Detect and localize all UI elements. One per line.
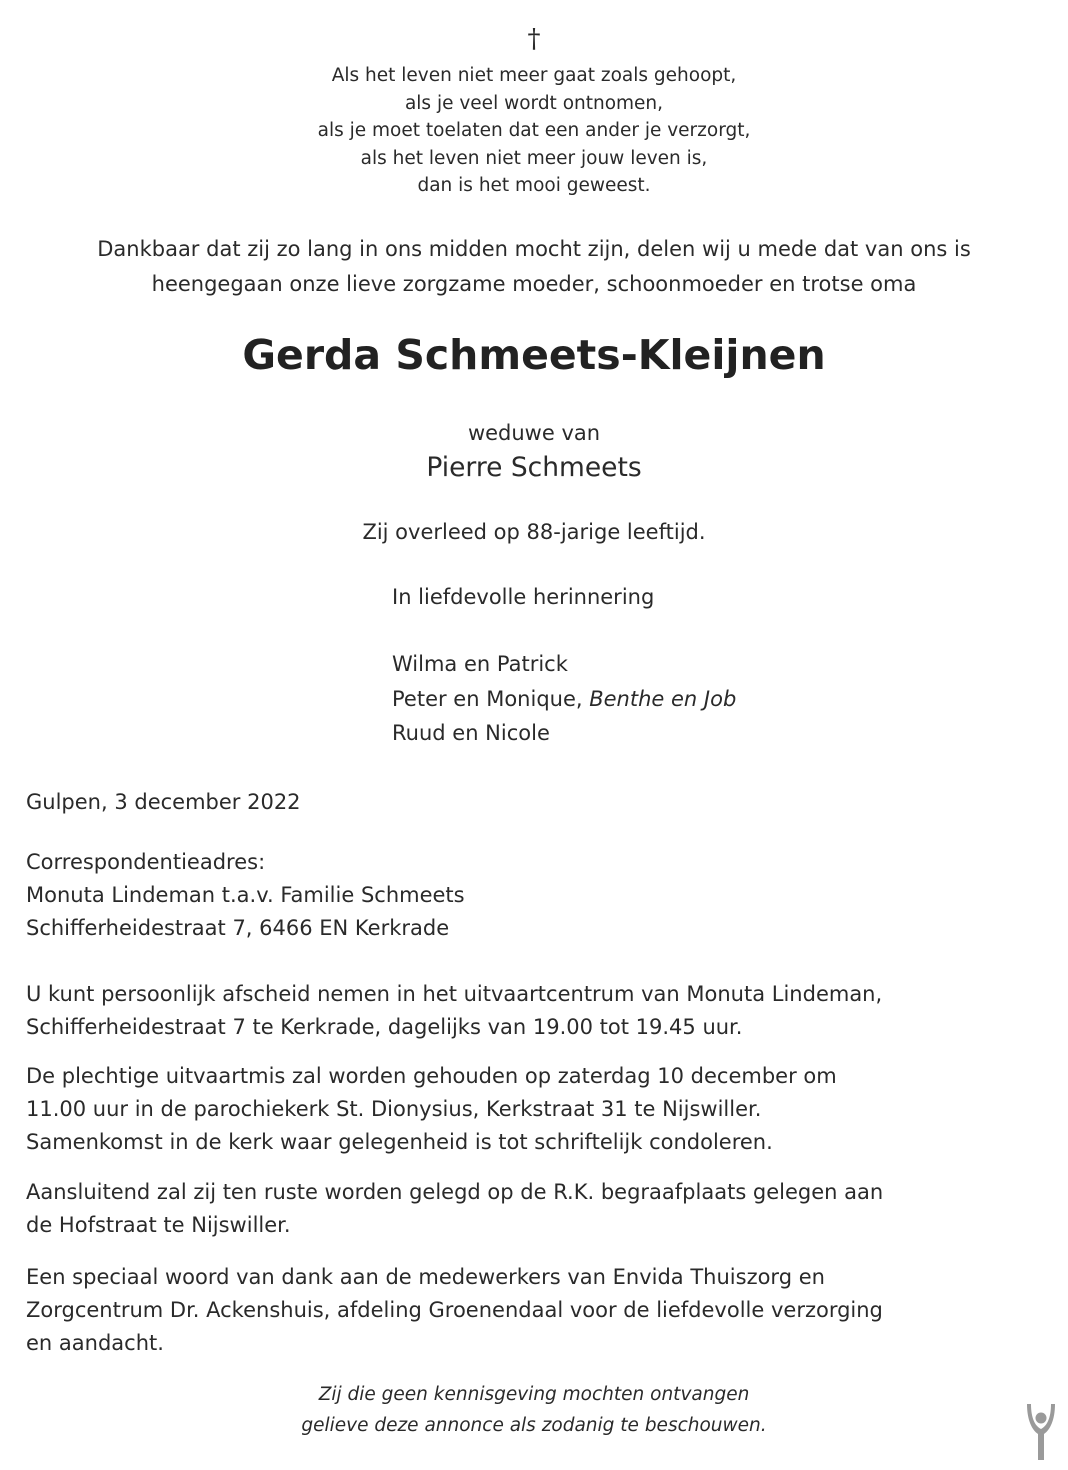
- paragraph-line: Een speciaal woord van dank aan de medewerkers van Envida Thuiszorg en: [26, 1265, 825, 1289]
- mass-paragraph: [26, 1060, 1036, 1159]
- family-line: Ruud en Nicole: [392, 721, 550, 745]
- paragraph-line: U kunt persoonlijk afscheid nemen in het uitvaartcentrum van Monuta Lindeman,: [26, 982, 883, 1006]
- paragraph-line: De plechtige uitvaartmis zal worden gehouden op zaterdag 10 december om: [26, 1064, 837, 1088]
- intro-line: heengegaan onze lieve zorgzame moeder, schoonmoeder en trotse oma: [151, 272, 917, 296]
- visit-paragraph: [26, 978, 1036, 1044]
- closing-line: Zij die geen kennisgeving mochten ontvangen: [318, 1384, 750, 1405]
- figure-logo-icon: [1022, 1402, 1060, 1462]
- poem: [0, 62, 1068, 200]
- age-line: Zij overleed op 88-jarige leeftijd.: [362, 520, 706, 544]
- spouse-name: Pierre Schmeets: [426, 452, 642, 483]
- widow-label: weduwe van: [467, 421, 601, 445]
- place-date: Gulpen, 3 december 2022: [26, 790, 301, 814]
- paragraph-line: de Hofstraat te Nijswiller.: [26, 1213, 291, 1237]
- address-line: Schifferheidestraat 7, 6466 EN Kerkrade: [26, 916, 450, 940]
- cross-symbol: †: [527, 24, 541, 54]
- paragraph-line: en aandacht.: [26, 1331, 164, 1355]
- family-line-main: Peter en Monique,: [392, 686, 590, 711]
- poem-line: als het leven niet meer jouw leven is,: [360, 147, 708, 169]
- thanks-paragraph: [26, 1261, 1036, 1360]
- poem-line: als je moet toelaten dat een ander je verzorgt,: [317, 120, 751, 141]
- poem-line: dan is het mooi geweest.: [417, 175, 651, 196]
- paragraph-line: Schifferheidestraat 7 te Kerkrade, dagelijks van 19.00 tot 19.45 uur.: [26, 1015, 743, 1039]
- closing-line: gelieve deze annonce als zodanig te beschouwen.: [301, 1415, 767, 1436]
- poem-line: als je veel wordt ontnomen,: [404, 92, 664, 114]
- family-line: Wilma en Patrick: [392, 652, 568, 676]
- family-line: [392, 682, 736, 717]
- poem-line: Als het leven niet meer gaat zoals gehoopt,: [331, 65, 737, 86]
- family-list: [392, 647, 736, 751]
- paragraph-line: Zorgcentrum Dr. Ackenshuis, afdeling Groenendaal voor de liefdevolle verzorging: [26, 1298, 883, 1322]
- paragraph-line: Aansluitend zal zij ten ruste worden gelegd op de R.K. begraafplaats gelegen aan: [26, 1180, 884, 1204]
- paragraph-line: 11.00 uur in de parochiekerk St. Dionysius, Kerkstraat 31 te Nijswiller.: [26, 1097, 762, 1121]
- memory-line: In liefdevolle herinnering: [392, 585, 655, 609]
- deceased-name: Gerda Schmeets-Kleijnen: [242, 331, 826, 379]
- family-line-grandchildren: Benthe en Job: [589, 686, 737, 711]
- closing-note: [0, 1379, 1068, 1441]
- address-label: Correspondentieadres:: [26, 850, 266, 874]
- address-line: Monuta Lindeman t.a.v. Familie Schmeets: [26, 883, 465, 907]
- intro-line: Dankbaar dat zij zo lang in ons midden mocht zijn, delen wij u mede dat van ons is: [97, 237, 971, 261]
- intro-text: [0, 232, 1068, 302]
- correspondence-address: [26, 846, 1036, 945]
- burial-paragraph: [26, 1176, 1036, 1242]
- paragraph-line: Samenkomst in de kerk waar gelegenheid is tot schriftelijk condoleren.: [26, 1130, 773, 1154]
